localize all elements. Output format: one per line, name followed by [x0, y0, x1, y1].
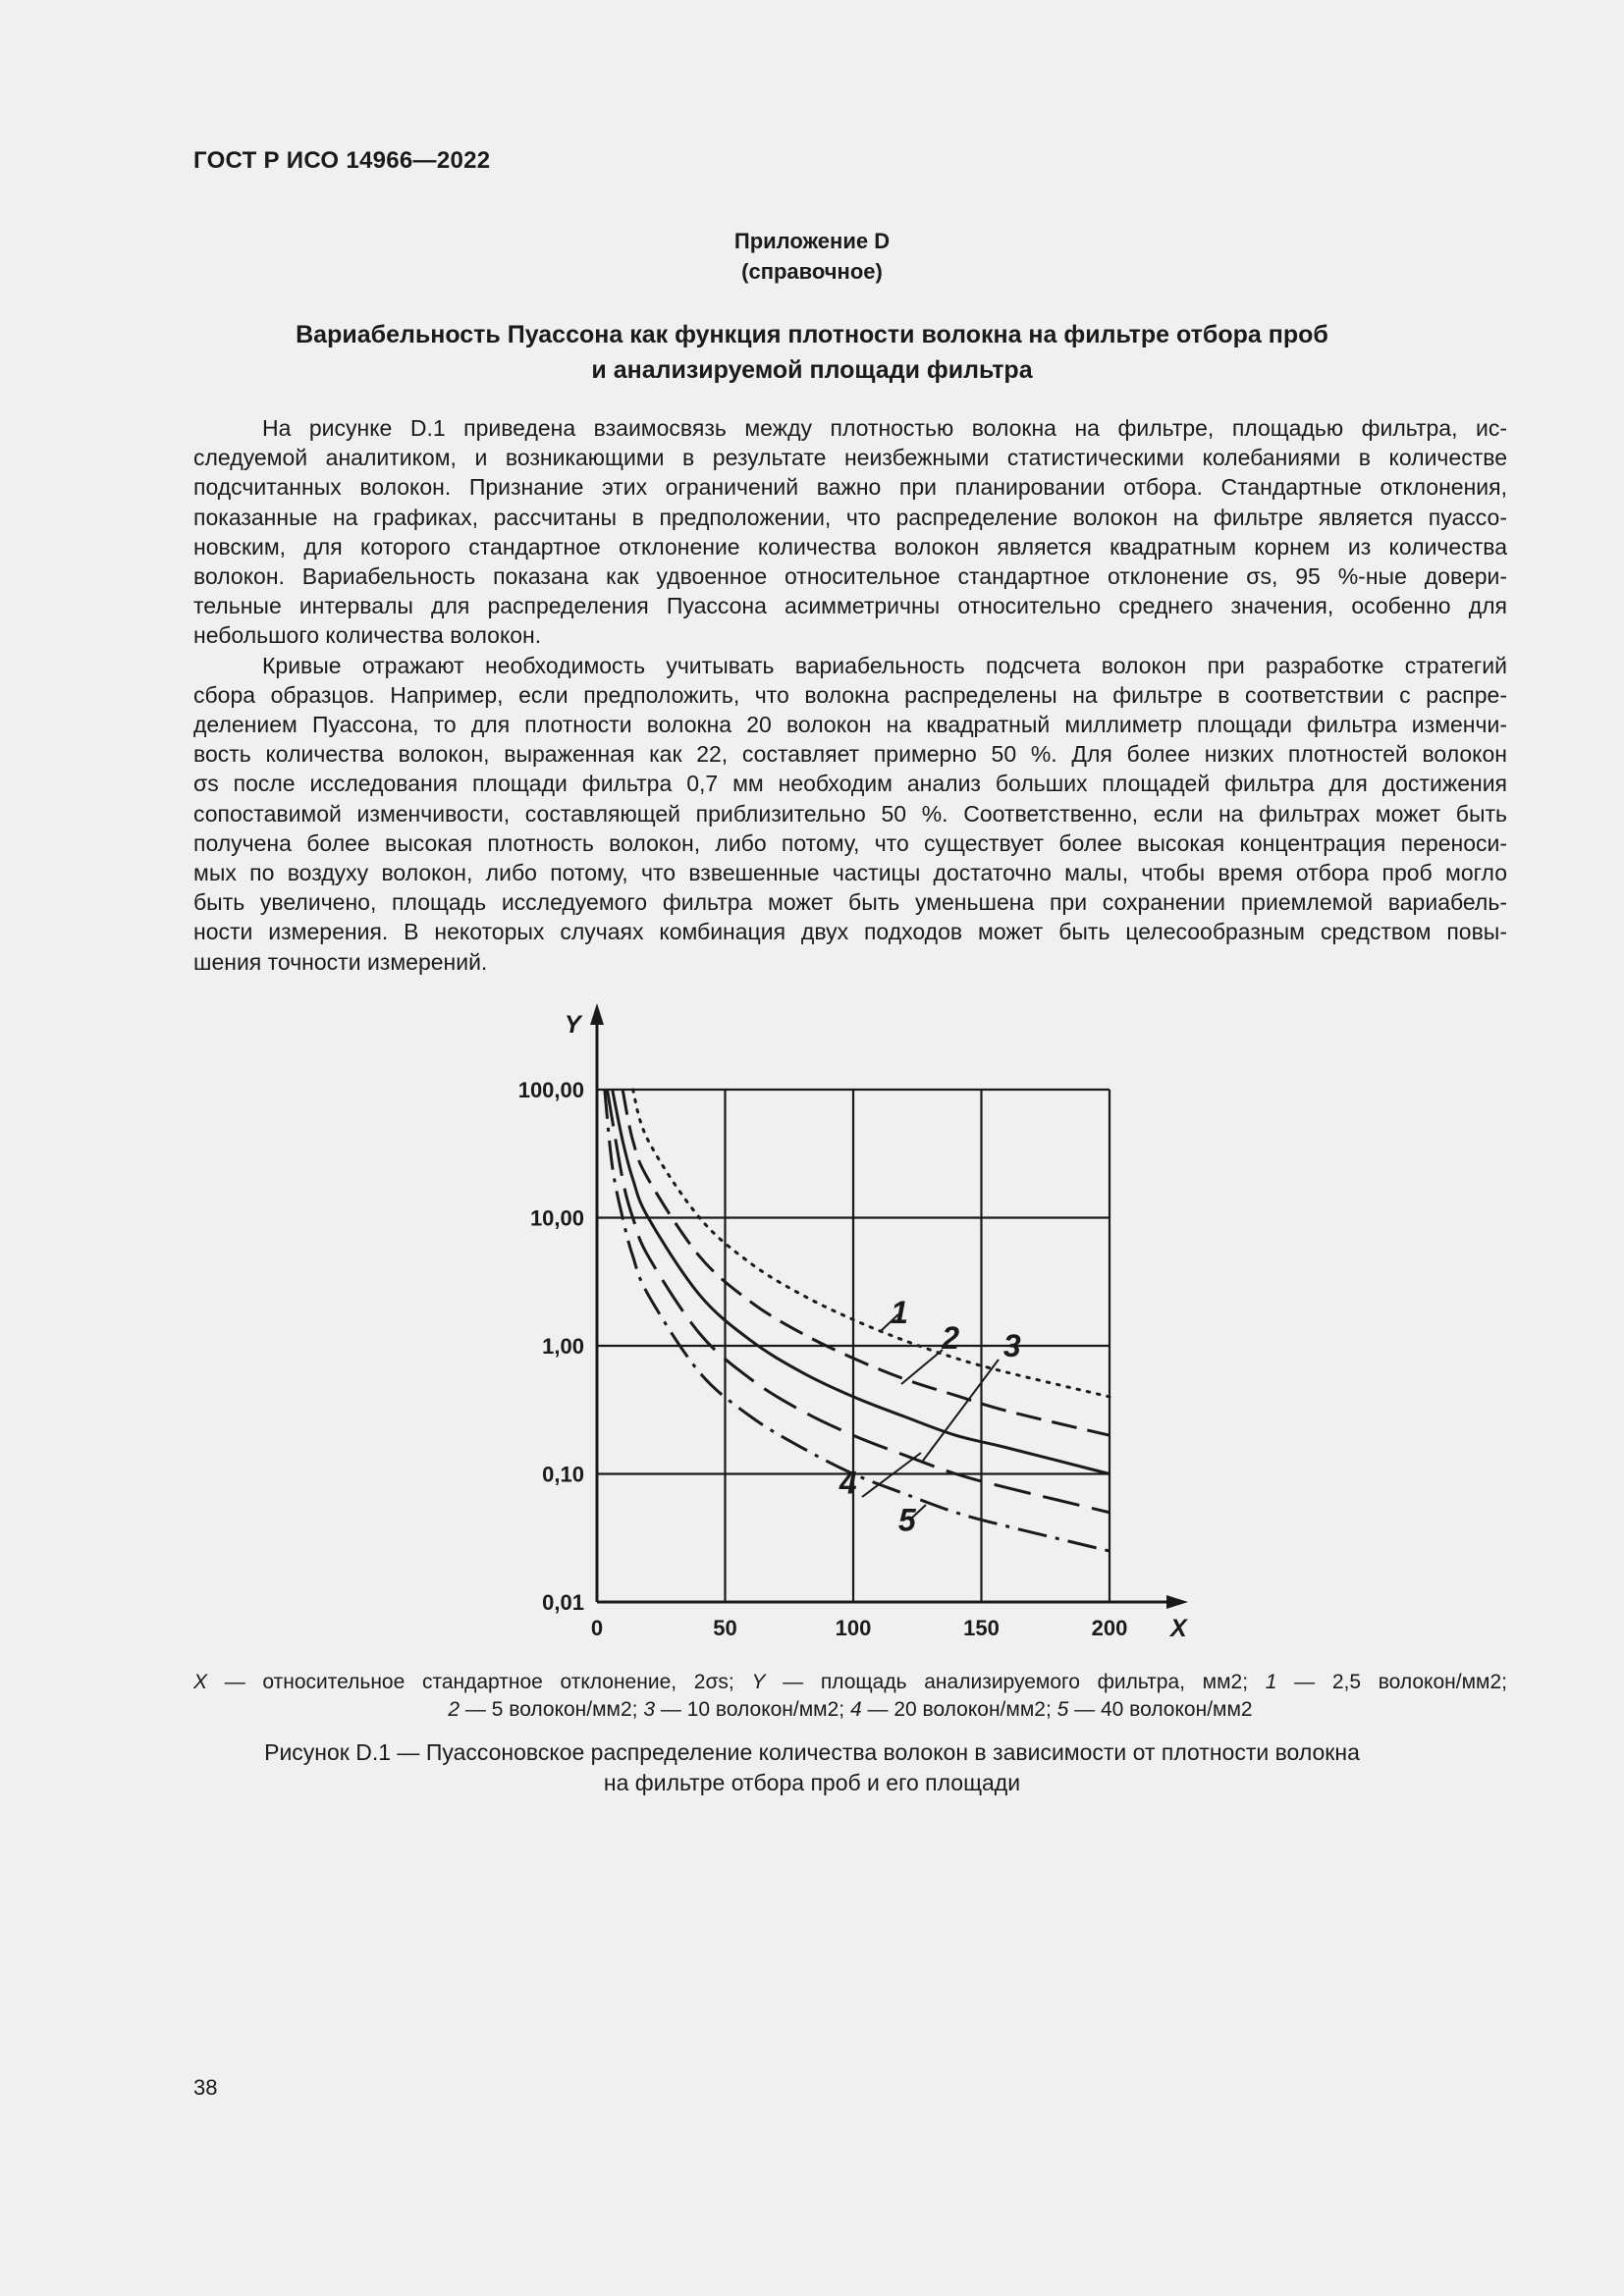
curve-label-2: 2 [942, 1319, 960, 1356]
legend-item-num: 5 [1056, 1698, 1069, 1721]
y-tick-label: 1,00 [542, 1334, 584, 1359]
annex-label: Приложение D [733, 229, 891, 253]
legend-x-text: — относительное стандартное отклонение, 2σs; [224, 1671, 734, 1693]
document-header: ГОСТ Р ИСО 14966—2022 [193, 147, 491, 174]
annex-kind: (справочное) [741, 259, 883, 284]
curve-label-4: 4 [839, 1465, 857, 1501]
text-line: сопоставимой изменчивости, составляющей приблизительно 50 %. Соответственно, если на фильтрах может быть [193, 800, 1507, 827]
series-curve-2 [623, 1090, 1110, 1435]
y-tick-label: 10,00 [529, 1205, 584, 1231]
y-tick-label: 100,00 [517, 1078, 584, 1102]
section-title-line: Вариабельность Пуассона как функция плотности волокна на фильтре отбора проб [296, 321, 1328, 348]
text-line: показанные на графиках, рассчитаны в предположении, что распределение волокон на фильтре является пуассо- [193, 504, 1507, 530]
text-line: сбора образцов. Например, если предположить, что волокна распределены на фильтре в соответствии с распре- [193, 681, 1507, 708]
legend-item-num: 3 [643, 1698, 656, 1721]
legend-item-text: — 2,5 волокон/мм2; [1294, 1671, 1507, 1693]
y-axis-label: Y [565, 1011, 581, 1039]
legend-item-text: — 40 волокон/мм2 [1074, 1698, 1253, 1721]
text-line: На рисунке D.1 приведена взаимосвязь между плотностью волокна на фильтре, площадью фильтра, ис- [262, 415, 1507, 441]
legend-item-num: 2 [448, 1698, 460, 1721]
text-line: небольшого количества волокон. [193, 622, 542, 649]
text-line: делением Пуассона, то для плотности волокна 20 волокон на квадратный миллиметр площади фильтра изменчи- [193, 712, 1507, 738]
legend-line-2 [193, 1696, 1507, 1724]
legend-y-symbol: Y [751, 1671, 766, 1693]
legend-item-num: 1 [1265, 1671, 1277, 1693]
text-line: быть увеличено, площадь исследуемого фильтра может быть уменьшена при сохранении приемлемой вариабель- [193, 889, 1507, 916]
legend-line-1 [193, 1669, 1507, 1696]
curve-leader-line [923, 1360, 999, 1461]
text-line: подсчитанных волокон. Признание этих ограничений важно при планировании отбора. Стандартные отклонения, [193, 474, 1507, 501]
legend-item-text: — 5 волокон/мм2; [464, 1698, 638, 1721]
text-line: тельные интервалы для распределения Пуассона асимметричны относительно среднего значения, особенно для [193, 593, 1507, 619]
x-axis-label: X [1170, 1615, 1187, 1642]
text-line: Кривые отражают необходимость учитывать вариабельность подсчета волокон при разработке стратегий [262, 652, 1507, 678]
curve-label-1: 1 [891, 1295, 908, 1331]
series-curve-5 [605, 1090, 1110, 1551]
figure-caption [0, 1737, 1624, 1798]
caption-line: Рисунок D.1 — Пуассоновское распределение количества волокон в зависимости от плотности волокна [264, 1739, 1360, 1765]
text-line: ности измерения. В некоторых случаях комбинация двух подходов может быть целесообразным средством повы- [193, 919, 1507, 945]
text-line: новским, для которого стандартное отклонение количества волокон является квадратным корнем из количества [193, 533, 1507, 560]
legend-item-num: 4 [849, 1698, 862, 1721]
legend-item-text: — 10 волокон/мм2; [660, 1698, 845, 1721]
y-tick-label: 0,10 [542, 1462, 584, 1487]
caption-line: на фильтре отбора проб и его площади [603, 1770, 1021, 1795]
text-line: σs после исследования площади фильтра 0,7 мм необходим анализ больших площадей фильтра для достижения [193, 771, 1507, 797]
text-line: мых по воздуху волокон, либо потому, что взвешенные частицы достаточно малы, чтобы время отбора проб могло [193, 860, 1507, 886]
series-curve-3 [613, 1090, 1110, 1474]
x-tick-label: 100 [835, 1616, 872, 1640]
text-line: волокон. Вариабельность показана как удвоенное относительное стандартное отклонение σs, 95 %-ные довери- [193, 563, 1507, 590]
x-tick-label: 0 [590, 1616, 604, 1640]
y-tick-label: 0,01 [542, 1590, 584, 1615]
legend-y-text: — площадь анализируемого фильтра, мм2; [783, 1671, 1249, 1693]
x-tick-label: 150 [963, 1616, 1000, 1640]
curve-leader-line [901, 1350, 943, 1384]
x-axis-arrow-icon [1166, 1595, 1188, 1609]
section-title-line: и анализируемой площади фильтра [591, 356, 1033, 384]
legend-item-text: — 20 волокон/мм2; [867, 1698, 1052, 1721]
legend-x-symbol: X [193, 1671, 208, 1693]
page-number: 38 [193, 2075, 218, 2100]
y-axis-arrow-icon [590, 1003, 604, 1025]
text-line: следуемой аналитиком, и возникающими в результате неизбежными статистическими колебаниями в количестве [193, 445, 1507, 471]
x-tick-label: 50 [713, 1616, 737, 1640]
series-curve-4 [607, 1090, 1110, 1513]
series-curve-1 [633, 1090, 1110, 1397]
figure-legend [193, 1669, 1507, 1724]
text-line: получена более высокая плотность волокон, либо потому, что существует более высокая концентрация переноси- [193, 829, 1507, 856]
text-line: вость количества волокон, выраженная как 22, составляет примерно 50 %. Для более низких плотностей волокон [193, 741, 1507, 768]
x-tick-label: 200 [1091, 1616, 1128, 1640]
curve-label-3: 3 [1002, 1328, 1021, 1364]
curve-label-5: 5 [897, 1502, 916, 1538]
text-line: шения точности измерений. [193, 948, 488, 975]
